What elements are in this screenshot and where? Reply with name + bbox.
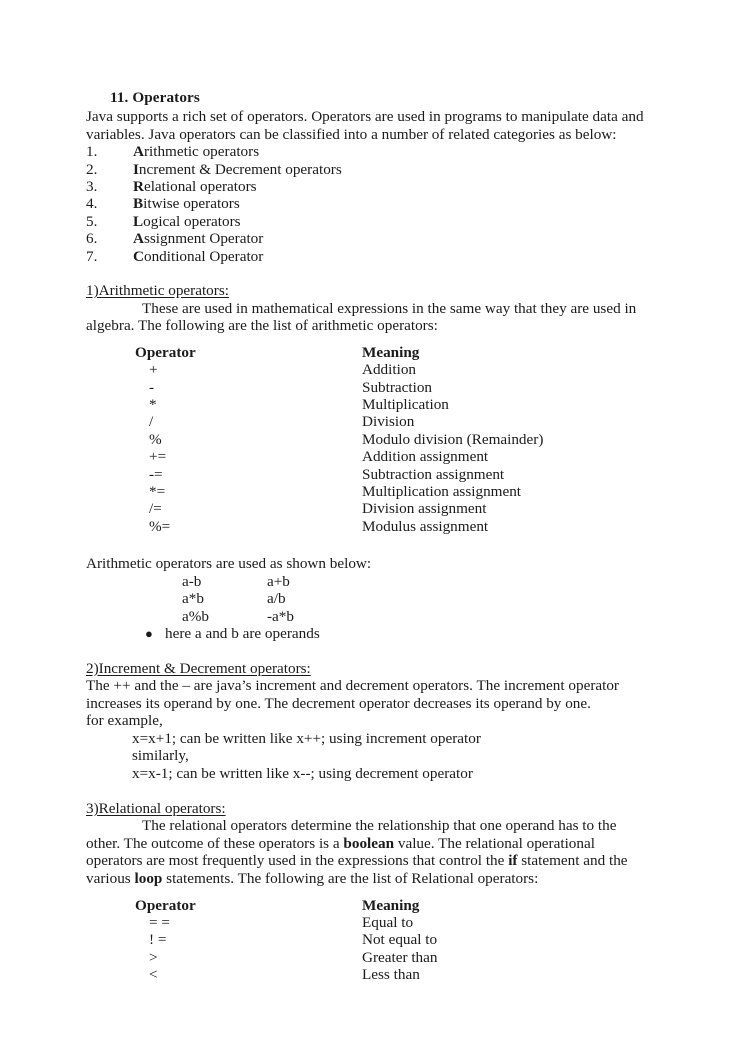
table-row [86,483,655,500]
column-header-operator: Operator [135,343,196,361]
section-3-heading [86,800,654,818]
table-row [86,431,655,448]
cell-meaning: Not equal to [362,931,438,949]
relational-operators-table [86,897,655,984]
list-item [86,248,654,265]
cell-operator: + [149,361,158,379]
section-2-body: The ++ and the – are java’s increment and decrement operators. The increment operator increases its operand by one. The decrement operator decreases its operand by one. [86,677,619,712]
operator-usage-examples [86,573,387,625]
cell-meaning: Modulo division (Remainder) [362,430,544,448]
table-row [86,396,655,413]
spacer [86,643,654,660]
spacer [86,888,654,897]
cell-operator: * [149,396,157,414]
usage-example-left: a*b [182,590,204,608]
table-header-row [86,897,655,914]
section-3-heading-text: 3)Relational operators: [86,799,226,817]
table-row [86,931,655,948]
cell-operator: ! = [149,931,167,949]
cell-operator: < [149,966,158,984]
cell-meaning: Multiplication assignment [362,483,522,501]
section-3-body-a: The relational operators determine the relationship that one operand has to the other. The outcome of these operators is a [86,817,617,852]
usage-example-right: -a*b [267,607,294,625]
list-item-label: ogical operators [143,212,241,230]
section-1-body [86,300,654,335]
table-header-row [86,344,655,361]
usage-example-row [86,573,387,590]
cell-meaning: Equal to [362,914,414,932]
cell-operator: = = [149,914,170,932]
list-item-number: 1 . [86,143,108,160]
list-item-number: 2 . [86,161,108,178]
list-item-number: 5 . [86,213,108,230]
list-item [86,161,654,178]
table-row [86,361,655,378]
list-item-label: ncrement & Decrement operators [138,160,342,178]
usage-example-right: a/b [267,590,286,608]
cell-meaning: Modulus assignment [362,517,489,535]
cell-operator: %= [149,517,171,535]
cell-meaning: Less than [362,966,420,984]
document-content [86,88,654,984]
usage-examples-body [86,573,387,625]
section-2-heading-text: 2)Increment & Decrement operators: [86,659,311,677]
list-item-initial: C [133,247,144,265]
section-1-heading [86,282,654,300]
cell-operator: += [149,448,167,466]
list-item-initial: L [133,212,144,230]
usage-example-left: a%b [182,607,209,625]
cell-operator: > [149,948,158,966]
list-item-label: ssignment Operator [143,230,264,248]
spacer [86,335,654,344]
section-2-example-label: for example, [86,712,163,730]
page-title: 11. Operators [110,89,200,106]
operands-note-text: here a and b are operands [165,625,320,643]
usage-example-left: a-b [182,572,202,590]
code-line: x=x-1; can be written like x--; using decrement operator [132,765,473,783]
section-3-body-b: value. The relational operational operators are most frequently used in the expressions that control the [86,834,595,870]
table-row [86,949,655,966]
list-item-initial: A [133,230,144,248]
cell-operator: /= [149,500,162,518]
cell-meaning: Addition [362,361,417,379]
section-2-heading [86,660,654,678]
arithmetic-table-body [86,361,655,535]
table-row [86,966,655,983]
spacer [86,783,654,800]
bullet-icon: ● [145,625,153,641]
relational-table-body [86,914,655,984]
keyword-if: if [508,852,518,870]
keyword-loop: loop [134,870,163,888]
operator-categories-list [86,143,654,265]
cell-meaning: Subtraction assignment [362,465,505,483]
keyword-boolean: boolean [343,834,395,852]
list-item-label: rithmetic operators [143,143,260,161]
table-row [86,518,655,535]
section-1-heading-text: 1)Arithmetic operators: [86,282,229,300]
list-item-label: elational operators [143,178,257,195]
cell-meaning: Division assignment [362,500,487,518]
list-item-number: 6 . [86,230,108,247]
list-item-initial: A [133,143,144,161]
code-line: similarly, [132,747,189,765]
list-item-initial: I [133,160,139,178]
usage-example-row [86,590,387,607]
cell-operator: *= [149,483,166,501]
section-3-body-d: statements. The following are the list of Relational operators: [162,870,539,888]
usage-intro: Arithmetic operators are used as shown below: [86,555,372,573]
table-row [86,500,655,517]
cell-meaning: Subtraction [362,378,433,396]
cell-operator: -= [149,465,163,483]
list-item [86,230,654,247]
list-item-label: onditional Operator [143,247,264,265]
cell-operator: / [149,413,154,431]
usage-example-right: a+b [267,572,290,590]
cell-operator: % [149,430,162,448]
list-item [86,213,654,230]
list-item-number: 3 . [86,178,108,195]
column-header-meaning: Meaning [362,896,420,914]
table-row [86,914,655,931]
list-item-number: 7 . [86,248,108,265]
cell-meaning: Multiplication [362,396,449,414]
table-row [86,466,655,483]
list-item-initial: R [133,178,144,195]
operands-note [86,625,654,642]
usage-example-row [86,608,387,625]
cell-meaning: Division [362,413,415,431]
column-header-operator: Operator [135,896,196,914]
code-line: x=x+1; can be written like x++; using increment operator [132,729,481,747]
section-1-body-text: These are used in mathematical expressions in the same way that they are used in algebra. The following are the list of arithmetic operators: [86,299,637,335]
spacer [86,265,654,282]
table-row [86,379,655,396]
list-item [86,143,654,160]
cell-operator: - [149,378,155,396]
table-row [86,413,655,430]
list-item-initial: B [133,195,144,213]
list-item-number: 4 . [86,195,108,212]
list-item-label: itwise operators [143,195,240,213]
section-3-body-c: statement and the various [86,852,628,888]
intro-paragraph: Java supports a rich set of operators. Operators are used in programs to manipulate data and variables. Java operators can be classified into a number of related categories as below: [86,108,644,143]
list-item [86,195,654,212]
list-item [86,178,654,195]
spacer [86,535,654,555]
section-3-body [86,817,654,887]
column-header-meaning: Meaning [362,343,420,361]
arithmetic-operators-table [86,344,655,535]
table-row [86,448,655,465]
section-2-code-lines [86,730,654,783]
cell-meaning: Greater than [362,948,438,966]
cell-meaning: Addition assignment [362,448,489,466]
